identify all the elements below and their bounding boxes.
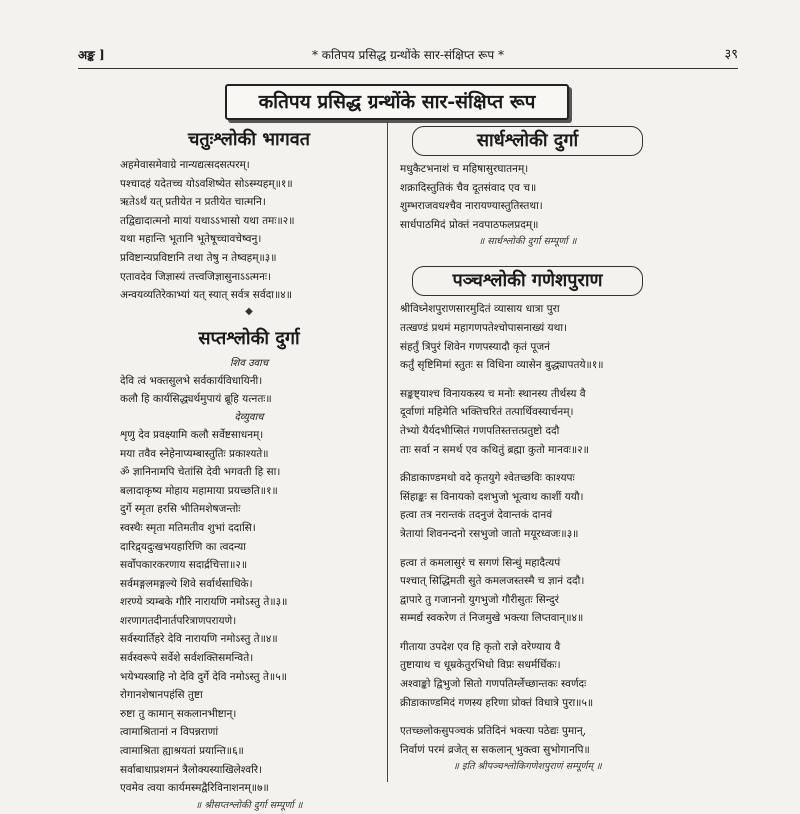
verse-line: त्रेतायां शिवनन्दनो रसभुजो जातो मयूरध्वजः॥३॥ xyxy=(400,527,579,540)
page-number: ३९ xyxy=(724,47,738,62)
header-running-title: * कतिपय प्रसिद्ध ग्रन्थोंके सार-संक्षिप्त रूप * xyxy=(311,48,505,62)
verse-line: श्रीविघ्नेशपुराणसारमुदितं व्यासाय धात्रा पुरा xyxy=(400,303,560,316)
verse-line: शुम्भराजवधश्चैव नारायण्यास्तुतिस्तथा। xyxy=(400,200,543,213)
verse-line: निर्वाणं परमं व्रजेत् स सकलान् भुक्त्वा सुभोगानपि॥ xyxy=(400,743,590,756)
verse-line: सर्वस्यार्तिहरे देवि नारायणि नमोऽस्तु ते॥४॥ xyxy=(120,633,278,646)
ganesh-stanza-6 xyxy=(400,722,655,759)
verse-line: सङ्कष्ट्याश्च विनायकस्य च मनोः स्थानस्य तीर्थस्य वै xyxy=(400,387,586,400)
verse-line: देवि त्वं भक्तसुलभे सर्वकार्यविधायिनी। xyxy=(120,374,263,387)
verse-line: सम्मर्द्य स्वकरेण तं निजमुखे भक्त्या लिप्तवान्॥४॥ xyxy=(400,612,584,625)
verse-line: बलादाकृष्य मोहाय महामाया प्रयच्छति॥१॥ xyxy=(120,484,278,497)
verse-line: तेभ्यो यैर्यदभीप्सितं गणपतिस्तत्तत्प्रतुष्टो ददौ xyxy=(400,424,560,437)
verse-line: सार्धपाठमिदं प्रोक्तं नवपाठफलप्रदम्॥ xyxy=(400,218,539,231)
verse-line: ताः सर्वा न समर्थ एव कथितुं ब्रह्मा कुतो मानवः॥२॥ xyxy=(400,443,589,456)
verse-line: शृणु देव प्रवक्ष्यामि कलौ सर्वेष्टसाधनम्। xyxy=(120,428,264,441)
verse-line: त्वामाश्रिता ह्याश्रयतां प्रयान्ति॥६॥ xyxy=(120,745,244,758)
right-column xyxy=(400,120,655,775)
verse-line: कलौ हि कार्यसिद्ध्यर्थमुपायं ब्रूहि यत्नतः॥ xyxy=(120,393,272,406)
verse-line: हत्वा तत्र नरान्तकं तदनुजं देवान्तकं दानवं xyxy=(400,509,553,522)
verse-line: संहर्तुं त्रिपुरं शिवेन गणपस्यादौ कृतं पूजनं xyxy=(400,340,550,353)
verse-line: तत्खण्डं प्रथमं महागणपतेश्चोपासनाख्यं यथा। xyxy=(400,321,568,334)
verse-line: एवमेव त्वया कार्यमस्मद्वैरिविनाशनम्॥७॥ xyxy=(120,782,269,795)
verse-line: दारिद्र्यदुःखभयहारिणि का त्वदन्या xyxy=(120,540,246,553)
verse-line: क्रीडाकाण्डमथो वदे कृतयुगे श्वेतच्छविः काश्यपः xyxy=(400,472,575,485)
verse-line: भयेभ्यस्त्राहि नो देवि दुर्गे देवि नमोऽस्तु ते॥५॥ xyxy=(120,670,287,683)
verse-line: अहमेवासमेवाग्रे नान्यद्यत्सदसत्परम्। xyxy=(120,159,250,171)
verse-line: तद्विद्यादात्मनो मायां यथाऽऽभासो यथा तमः॥२॥ xyxy=(120,214,295,227)
verse-line: एतच्छ्लोकसुपञ्चकं प्रतिदिनं भक्त्या पठेद्यः पुमान्, xyxy=(400,725,587,738)
section-title-saptashloki: सप्तश्लोकी दुर्गा xyxy=(198,327,300,349)
saptashloki-verses xyxy=(120,426,378,798)
verse-line: ॐ ज्ञानिनामपि चेतांसि देवी भगवती हि सा। xyxy=(120,466,281,479)
section-title-ganesh: पञ्चश्लोकी गणेशपुराण xyxy=(412,266,643,296)
bhagavat-verses xyxy=(120,156,378,305)
speaker-label: देव्युवाच xyxy=(234,411,264,423)
ganesh-stanza-3 xyxy=(400,469,655,543)
verse-line: प्रविष्टान्यप्रविष्टानि तथा तेषु न तेष्वहम्॥३॥ xyxy=(120,251,277,264)
ganesh-stanza-2 xyxy=(400,385,655,459)
page-header xyxy=(78,42,738,69)
verse-line: शरण्ये त्र्यम्बके गौरि नारायणि नमोऽस्तु ते॥३॥ xyxy=(120,596,288,609)
verse-line: सिंहाङ्कः स विनायको दशभुजो भूत्वाथ काशीं ययौ। xyxy=(400,490,584,503)
verse-line: शरणागतदीनार्तपरित्राणपरायणे। xyxy=(120,614,237,627)
verse-line: तुष्टायाथ च धूम्रकेतुरभिधो विप्रः सधर्मर्धिकः। xyxy=(400,659,561,672)
verse-line: मधुकैटभनाशं च महिषासुरघातनम्। xyxy=(400,163,529,175)
verse-line: हत्वा तं कमलासुरं च सगणं सिन्धुं महादैत्यपं xyxy=(400,556,561,569)
verse-line: दूर्वाणां महिमेति भक्तिचरितं तत्पार्थिवस्यार्चनम्। xyxy=(400,406,574,419)
verse-line: सर्वस्वरूपे सर्वेशे सर्वशक्तिसमन्विते। xyxy=(120,652,254,665)
section-title-sardhashloki: सार्धश्लोकी दुर्गा xyxy=(412,126,643,156)
verse-line: कर्तुं सृष्टिमिमां स्तुतः स विधिना व्यासेन बुद्ध्यापतये॥१॥ xyxy=(400,359,604,372)
left-column xyxy=(120,120,378,814)
ganesh-stanza-4 xyxy=(400,554,655,628)
verse-line: द्वापारे तु गजाननो युगभुजो गौरीसुतः सिन्दुरं xyxy=(400,593,559,606)
verse-line: स्वस्थैः स्मृता मतिमतीव शुभां ददासि। xyxy=(120,521,256,534)
verse-line: यथा महान्ति भूतानि भूतेषूच्चावचेष्वनु। xyxy=(120,233,262,246)
verse-line: पश्चादहं यदेतच्च योऽवशिष्येत सोऽस्म्यहम्॥१॥ xyxy=(120,177,293,190)
section-title-bhagavat: चतुःश्लोकी भागवत xyxy=(187,129,311,150)
verse-line: मया तवैव स्नेहेनाप्यम्बास्तुतिः प्रकाश्यते॥ xyxy=(120,447,269,460)
main-title: कतिपय प्रसिद्ध ग्रन्थोंके सार-संक्षिप्त रूप xyxy=(225,84,569,120)
ganesh-stanza-5 xyxy=(400,638,655,712)
verse-line: सर्वमङ्गलमङ्गल्ये शिवे सर्वार्थसाधिके। xyxy=(120,577,253,590)
verse-line: गीताया उपदेश एव हि कृतो राज्ञे वरेण्याय वै xyxy=(400,640,561,653)
ganesh-stanza-1 xyxy=(400,300,655,374)
ornament-divider: ◆ xyxy=(245,305,253,317)
verse-line: सर्वाबाधाप्रशमनं त्रैलोक्यस्याखिलेश्वरि। xyxy=(120,763,263,776)
verse-line: रुष्टा तु कामान् सकलानभीष्टान्। xyxy=(120,707,237,720)
verse-line: शक्रादिस्तुतिकं चैव दूतसंवाद एव च॥ xyxy=(400,181,537,194)
verse-line: अन्वयव्यतिरेकाभ्यां यत् स्यात् सर्वत्र सर्वदा॥४॥ xyxy=(120,289,293,302)
verse-line: रोगानशेषानपहंसि तुष्टा xyxy=(120,689,203,702)
verse-line: सर्वोपकारकरणाय सदार्द्रचित्ता॥२॥ xyxy=(120,559,248,572)
section-end-note: ॥ सार्धश्लोकी दुर्गा सम्पूर्णा ॥ xyxy=(478,236,577,248)
section-end-note: ॥ इति श्रीपञ्चश्लोकिगणेशपुराणं सम्पूर्णम् ॥ xyxy=(453,761,602,773)
header-section-label: अङ्क ] xyxy=(78,48,105,62)
verse-line: ऋतेऽर्थं यत् प्रतीयेत न प्रतीयेत चात्मनि। xyxy=(120,196,266,209)
verse-line: अश्वाङ्को द्विभुजो सितो गणपतिर्म्लेच्छान्तकः स्वर्णदः xyxy=(400,678,587,691)
column-divider xyxy=(387,122,388,782)
speaker-label: शिव उवाच xyxy=(229,357,269,369)
section-end-note: ॥ श्रीसप्तश्लोकी दुर्गा सम्पूर्णा ॥ xyxy=(195,799,303,811)
verse-line: त्वामाश्रितानां न विपन्नराणां xyxy=(120,726,219,739)
verse-line: पश्चात् सिद्धिमती सुते कमलजस्तस्मै च ज्ञानं ददौ। xyxy=(400,575,585,588)
verse-line: क्रीडाकाण्डमिदं गणस्य हरिणा प्रोक्तं विधात्रे पुरा॥५॥ xyxy=(400,696,594,709)
verse-line: एतावदेव जिज्ञास्यं तत्त्वजिज्ञासुनाऽऽत्मनः। xyxy=(120,270,272,283)
verse-line: दुर्गे स्मृता हरसि भीतिमशेषजन्तोः xyxy=(120,503,241,516)
